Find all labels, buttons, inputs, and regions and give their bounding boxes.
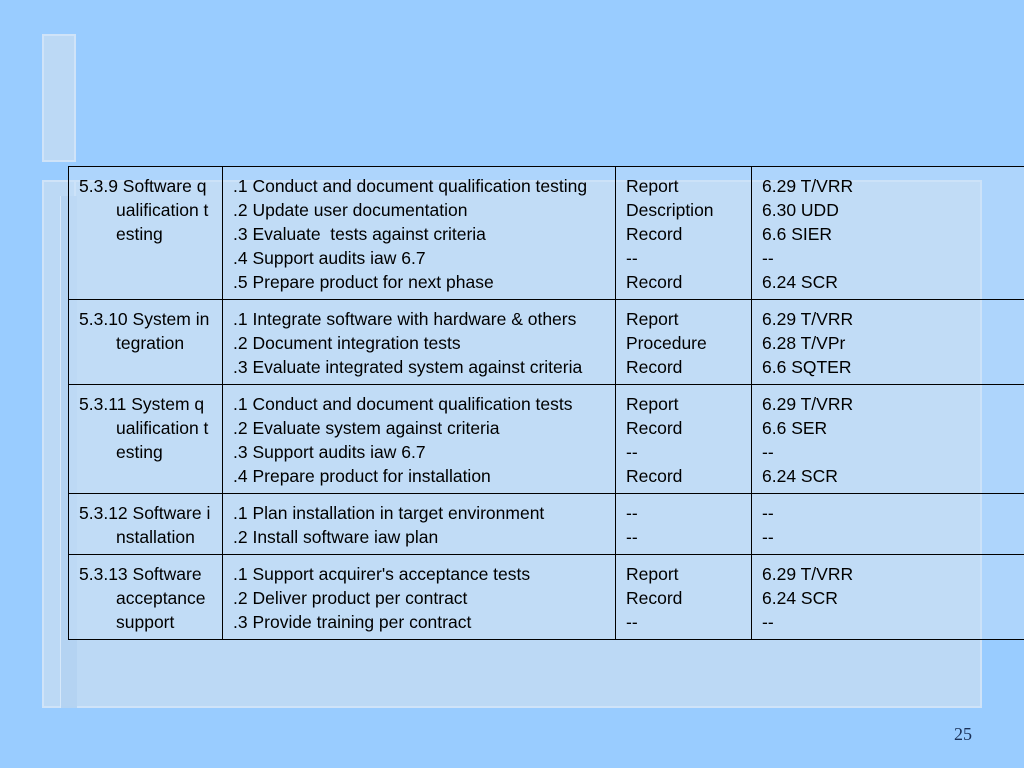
outputs-cell bbox=[616, 167, 752, 300]
section-title: 5.3.13 Software acceptance support bbox=[79, 564, 206, 632]
references-cell bbox=[752, 494, 1024, 555]
reference-item: -- bbox=[762, 612, 774, 632]
section-cell bbox=[69, 555, 223, 640]
reference-item: 6.24 SCR bbox=[762, 588, 838, 608]
task-item: .2 Update user documentation bbox=[233, 200, 468, 220]
reference-item: 6.6 SQTER bbox=[762, 357, 852, 377]
process-table bbox=[68, 166, 1024, 640]
page-number: 25 bbox=[954, 724, 972, 744]
section-cell bbox=[69, 494, 223, 555]
section-cell bbox=[69, 300, 223, 385]
references-cell bbox=[752, 385, 1024, 494]
task-item: .3 Support audits iaw 6.7 bbox=[233, 442, 426, 462]
task-item: .1 Conduct and document qualification tests bbox=[233, 394, 573, 414]
section-title: 5.3.9 Software qualification testing bbox=[79, 176, 209, 244]
output-item: -- bbox=[626, 248, 638, 268]
output-item: -- bbox=[626, 612, 638, 632]
decorative-bar-top bbox=[42, 34, 76, 162]
task-item: .2 Deliver product per contract bbox=[233, 588, 468, 608]
outputs-cell bbox=[616, 494, 752, 555]
section-title: 5.3.11 System qualification testing bbox=[79, 394, 209, 462]
tasks-cell bbox=[223, 167, 616, 300]
task-item: .2 Evaluate system against criteria bbox=[233, 418, 500, 438]
table-row bbox=[69, 385, 1024, 494]
outputs-cell bbox=[616, 300, 752, 385]
output-item: Record bbox=[626, 466, 683, 486]
section-title: 5.3.12 Software installation bbox=[79, 503, 211, 547]
task-item: .5 Prepare product for next phase bbox=[233, 272, 494, 292]
table-row bbox=[69, 494, 1024, 555]
output-item: -- bbox=[626, 442, 638, 462]
output-item: Record bbox=[626, 272, 683, 292]
references-cell bbox=[752, 555, 1024, 640]
task-item: .4 Support audits iaw 6.7 bbox=[233, 248, 426, 268]
output-item: Record bbox=[626, 357, 683, 377]
reference-item: 6.29 T/VRR bbox=[762, 394, 854, 414]
output-item: Report bbox=[626, 309, 679, 329]
section-title: 5.3.10 System integration bbox=[79, 309, 210, 353]
output-item: Record bbox=[626, 224, 683, 244]
table-row bbox=[69, 167, 1024, 300]
tasks-cell bbox=[223, 555, 616, 640]
table-row bbox=[69, 555, 1024, 640]
output-item: Record bbox=[626, 418, 683, 438]
section-cell bbox=[69, 167, 223, 300]
reference-item: 6.6 SER bbox=[762, 418, 828, 438]
task-item: .1 Support acquirer's acceptance tests bbox=[233, 564, 531, 584]
reference-item: -- bbox=[762, 503, 774, 523]
task-item: .4 Prepare product for installation bbox=[233, 466, 491, 486]
tasks-cell bbox=[223, 494, 616, 555]
task-item: .2 Document integration tests bbox=[233, 333, 461, 353]
tasks-cell bbox=[223, 385, 616, 494]
references-cell bbox=[752, 167, 1024, 300]
output-item: Report bbox=[626, 176, 679, 196]
section-cell bbox=[69, 385, 223, 494]
reference-item: 6.6 SIER bbox=[762, 224, 833, 244]
output-item: Description bbox=[626, 200, 714, 220]
task-item: .3 Evaluate integrated system against criteria bbox=[233, 357, 583, 377]
output-item: Record bbox=[626, 588, 683, 608]
reference-item: 6.24 SCR bbox=[762, 272, 838, 292]
reference-item: 6.28 T/VPr bbox=[762, 333, 846, 353]
task-item: .1 Integrate software with hardware & others bbox=[233, 309, 577, 329]
output-item: -- bbox=[626, 527, 638, 547]
reference-item: -- bbox=[762, 442, 774, 462]
reference-item: -- bbox=[762, 248, 774, 268]
reference-item: 6.29 T/VRR bbox=[762, 309, 854, 329]
reference-item: 6.24 SCR bbox=[762, 466, 838, 486]
reference-item: -- bbox=[762, 527, 774, 547]
task-item: .3 Evaluate tests against criteria bbox=[233, 224, 486, 244]
references-cell bbox=[752, 300, 1024, 385]
reference-item: 6.29 T/VRR bbox=[762, 176, 854, 196]
task-item: .1 Plan installation in target environment bbox=[233, 503, 545, 523]
reference-item: 6.30 UDD bbox=[762, 200, 839, 220]
output-item: Report bbox=[626, 564, 679, 584]
table-row bbox=[69, 300, 1024, 385]
outputs-cell bbox=[616, 385, 752, 494]
task-item: .1 Conduct and document qualification testing bbox=[233, 176, 588, 196]
output-item: Report bbox=[626, 394, 679, 414]
output-item: Procedure bbox=[626, 333, 707, 353]
task-item: .2 Install software iaw plan bbox=[233, 527, 439, 547]
outputs-cell bbox=[616, 555, 752, 640]
output-item: -- bbox=[626, 503, 638, 523]
task-item: .3 Provide training per contract bbox=[233, 612, 472, 632]
tasks-cell bbox=[223, 300, 616, 385]
reference-item: 6.29 T/VRR bbox=[762, 564, 854, 584]
